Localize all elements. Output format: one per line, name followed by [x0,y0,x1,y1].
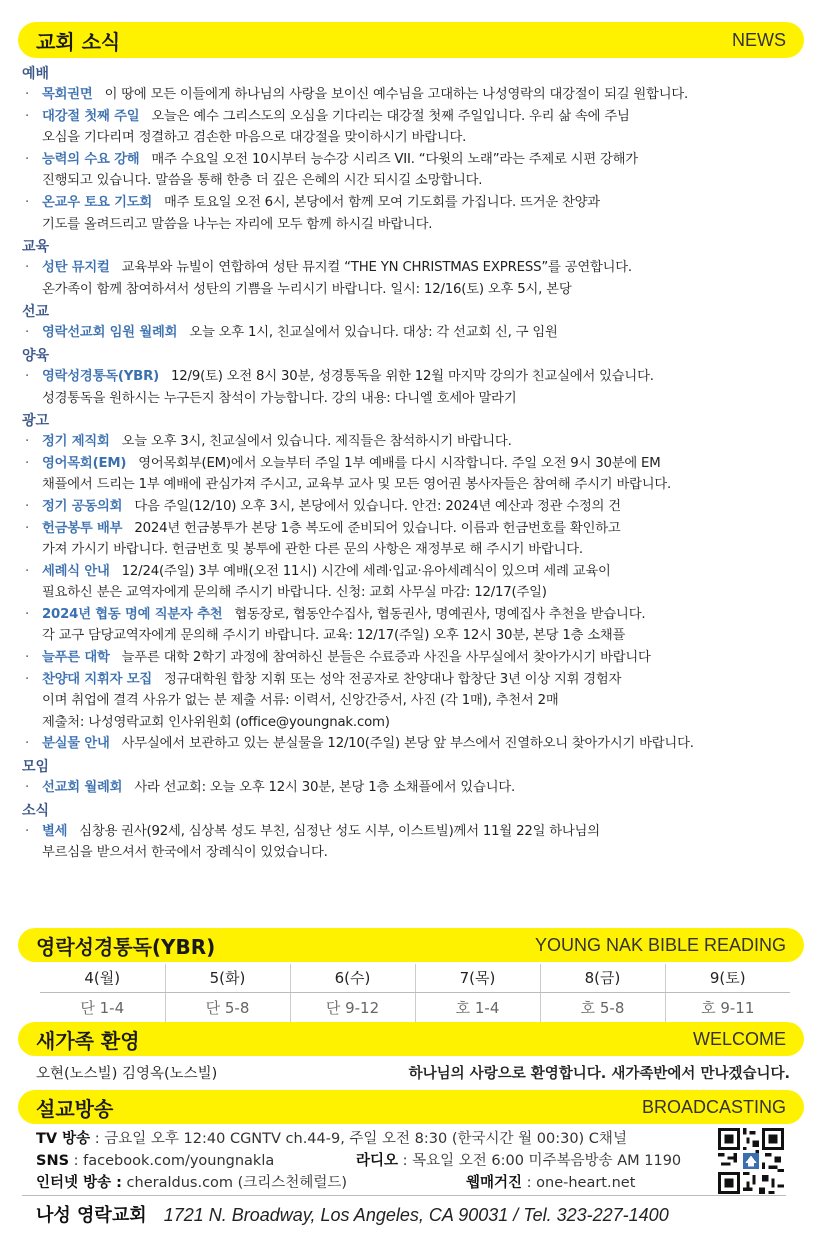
news-item-line [42,149,806,171]
sns-label: SNS [36,1153,70,1169]
news-item-line [42,388,806,410]
church-address: 1721 N. Broadway, Los Angeles, CA 90031 / Tel. 323-227-1400 [163,1205,669,1225]
welcome-row [36,1062,790,1083]
news-category-heading: 모임 [22,759,50,776]
news-item [22,149,806,192]
news-item-text: 온가족이 함께 참여하셔서 성탄의 기쁨을 누리시기 바랍니다. 일시: 12/16(토) 오후 5시, 본당 [42,281,572,297]
news-item-text: 채플에서 드리는 1부 예배에 관심가져 주시고, 교육부 교사 및 모든 영어권 봉사자들은 참여해 주시기 바랍니다. [42,477,672,493]
news-item-title: 2024년 협동 명예 직분자 추천 [42,606,223,622]
bullet-icon: · [25,520,30,536]
news-item-text: 매주 수요일 오전 10시부터 능수강 시리즈 VII. “다윗의 노래”라는 주제로 시편 강해가 [151,151,638,167]
news-item-title: 분실물 안내 [42,736,110,752]
news-item-text: 2024년 헌금봉투가 본당 1층 복도에 준비되어 있습니다. 이름과 헌금번호를 확인하고 [134,520,621,536]
news-item-text: 오심을 기다리며 정결하고 겸손한 마음으로 대강절을 맞이하시기 바랍니다. [42,130,467,146]
news-item-text: 각 교구 담당교역자에게 문의해 주시기 바랍니다. 교육: 12/17(주일) 오후 12시 30분, 본당 1층 소채플 [42,628,626,644]
news-item [22,604,806,647]
broadcast-english-label: BROADCASTING [641,1096,786,1117]
ybr-reading: 호 1-4 [415,992,540,1022]
news-item-text: 진행되고 있습니다. 말씀을 통해 한층 더 깊은 은혜의 시간 되시길 소망합니다. [42,173,483,189]
internet-web-line [36,1172,706,1194]
news-item-line [42,604,806,626]
welcome-names: 오현(노스빌) 김영옥(노스빌) [36,1066,218,1082]
news-english-label: NEWS [732,29,786,50]
news-item-line [42,561,806,583]
news-item-line [42,733,806,755]
web-group [466,1172,635,1194]
news-item-line [42,518,806,540]
tv-label: TV 방송 [36,1131,91,1147]
news-item [22,518,806,561]
ybr-english-label: YOUNG NAK BIBLE READING [534,934,786,955]
news-item [22,733,806,755]
news-item-text: 교육부와 뉴빌이 연합하여 성탄 뮤지컬 “THE YN CHRISTMAS EXPRESS”를 공연합니다. [121,260,632,276]
sns-radio-line [36,1150,706,1172]
news-item-text: 이며 취업에 결격 사유가 없는 분 제출 서류: 이력서, 신앙간증서, 사진 (각 1매), 추천서 2매 [42,693,559,709]
news-item-line [42,712,806,734]
news-item [22,561,806,604]
news-item-title: 정기 제직회 [42,434,110,450]
news-category-heading: 양육 [22,347,50,364]
news-item-line [42,322,806,344]
bullet-icon: · [25,194,30,210]
ybr-reading: 단 9-12 [290,992,415,1022]
ybr-day: 8(금) [540,964,665,992]
news-item [22,669,806,734]
news-item-line [42,192,806,214]
ybr-reading: 단 1-4 [40,992,165,1022]
news-item [22,496,806,518]
welcome-banner [18,1022,804,1056]
news-title: 교회 소식 [36,29,121,54]
news-item-text: 기도를 올려드리고 말씀을 나누는 자리에 모두 함께 하시길 바랍니다. [42,216,433,232]
ybr-day: 5(화) [165,964,290,992]
news-category-heading: 광고 [22,413,50,430]
news-item-line [42,539,806,561]
news-category-heading: 예배 [22,66,50,82]
bullet-icon: · [25,563,30,579]
news-item-text: 사라 선교회: 오늘 오후 12시 30분, 본당 1층 소채플에서 있습니다. [134,780,516,796]
broadcast-info [36,1128,706,1194]
news-item-line [42,257,806,279]
internet-value[interactable]: cheraldus.com [126,1175,234,1191]
news-item-title: 찬양대 지휘자 모집 [42,671,153,687]
news-item-text: 오늘 오후 3시, 친교실에서 있습니다. 제직들은 참석하시기 바랍니다. [121,434,512,450]
broadcast-banner [18,1090,804,1124]
news-item-title: 온교우 토요 기도회 [42,194,153,210]
news-item-text: 필요하신 분은 교역자에게 문의해 주시기 바랍니다. 신청: 교회 사무실 마감: 12/17(주일) [42,585,547,601]
radio-value: : 목요일 오전 6:00 미주복음방송 AM 1190 [402,1153,682,1169]
welcome-title: 새가족 환영 [36,1028,140,1053]
bullet-icon: · [25,87,30,102]
footer [36,1201,669,1227]
bullet-icon: · [25,736,30,752]
news-item-title: 목회권면 [42,87,93,102]
news-item-line [42,647,806,669]
news-item-text: 심창용 권사(92세, 심상복 성도 부친, 심정난 성도 시부, 이스트빌)께서 11월 22일 하나님의 [79,823,600,839]
ybr-day: 9(토) [665,964,790,992]
news-item-text: 늘푸른 대학 2학기 과정에 참여하신 분들은 수료증과 사진을 사무실에서 찾아가시기 바랍니다 [121,650,651,666]
news-item-line [42,474,806,496]
ybr-reading: 호 9-11 [701,998,755,1017]
news-item-line [42,279,806,301]
news-item-text: 영어목회부(EM)에서 오늘부터 주일 1부 예배를 다시 시작합니다. 주일 오전 9시 30분에 EM [138,455,661,471]
news-item-line [42,453,806,475]
radio-group [356,1150,681,1172]
news-item [22,453,806,496]
news-item-line [42,842,806,864]
ybr-schedule-table [40,964,790,1022]
news-item-line [42,582,806,604]
ybr-readings-row [40,992,790,1022]
news-item [22,431,806,453]
footer-divider [22,1195,786,1196]
news-item [22,106,806,149]
news-item [22,84,806,106]
news-category-heading: 선교 [22,304,50,321]
news-item-line [42,431,806,453]
ybr-title: 영락성경통독(YBR) [36,934,216,959]
news-item-line [42,496,806,518]
ybr-day: 7(목) [415,964,540,992]
web-label: 웹매거진 [466,1175,523,1191]
news-item-text: 오늘은 예수 그리스도의 오심을 기다리는 대강절 첫째 주일입니다. 우리 삶 속에 주님 [151,108,630,124]
bullet-icon: · [25,434,30,450]
ybr-reading: 단 5-8 [165,992,290,1022]
bullet-icon: · [25,260,30,276]
welcome-message: 하나님의 사랑으로 환영합니다. 새가족반에서 만나겠습니다. [408,1066,790,1082]
news-item-text: 협동장로, 협동안수집사, 협동권사, 명예권사, 명예집사 추천을 받습니다. [234,606,646,622]
bullet-icon: · [25,368,30,384]
news-item-text: 성경통독을 원하시는 누구든지 참석이 가능합니다. 강의 내용: 다니엘 호세아 말라기 [42,390,517,406]
web-value[interactable]: : one-heart.net [526,1175,636,1191]
news-item [22,322,806,344]
bullet-icon: · [25,498,30,514]
news-item-title: 늘푸른 대학 [42,650,110,666]
news-item-title: 대강절 첫째 주일 [42,108,140,124]
tv-value: : 금요일 오후 12:40 CGNTV ch.44-9, 주일 오전 8:30 (한국시간 월 00:30) C채널 [94,1131,627,1147]
news-item-text: 12/24(주일) 3부 예배(오전 11시) 시간에 세례·입교·유아세례식이 있으며 세례 교육이 [121,563,611,579]
bullet-icon: · [25,780,30,796]
news-item [22,777,806,799]
news-item-title: 영어목회(EM) [42,455,127,471]
news-list [22,62,806,864]
news-item-title: 헌금봉투 배부 [42,520,123,536]
news-item [22,821,806,864]
bullet-icon: · [25,650,30,666]
news-item [22,257,806,300]
news-item-line [42,669,806,691]
news-item-line [42,366,806,388]
sns-value[interactable]: : facebook.com/youngnakla [73,1153,275,1169]
ybr-banner [18,928,804,962]
news-item-line [42,690,806,712]
news-item-title: 정기 공동의회 [42,498,123,514]
bullet-icon: · [25,108,30,124]
news-item-text: 가져 가시기 바랍니다. 헌금번호 및 봉투에 관한 다른 문의 사항은 재정부로 해 주시기 바랍니다. [42,542,583,558]
radio-label: 라디오 [356,1153,399,1169]
church-name: 나성 영락교회 [36,1205,147,1226]
ybr-days-row [40,964,790,992]
ybr-day: 4(월) [40,964,165,992]
welcome-english-label: WELCOME [692,1028,786,1049]
news-item-line [42,625,806,647]
internet-note: (크리스천헤럴드) [237,1175,348,1191]
news-item-line [42,821,806,843]
news-item-text: 제출처: 나성영락교회 인사위원회 (office@youngnak.com) [42,714,390,730]
news-item-line [42,777,806,799]
news-item-text: 정규대학원 합창 지휘 또는 성악 전공자로 찬양대나 합창단 3년 이상 지휘 경험자 [164,671,622,687]
tv-line [36,1128,706,1150]
news-item [22,647,806,669]
news-category-heading: 소식 [22,802,50,819]
news-item-title: 성탄 뮤지컬 [42,260,110,276]
news-category-heading: 교육 [22,239,50,256]
news-item-title: 능력의 수요 강해 [42,151,140,167]
bullet-icon: · [25,151,30,167]
internet-label: 인터넷 방송 : [36,1175,122,1191]
news-item-line [42,214,806,236]
news-item-text: 매주 토요일 오전 6시, 본당에서 함께 모여 기도회를 가집니다. 뜨거운 찬양과 [164,194,600,210]
news-item-line [42,106,806,128]
news-item-text: 다음 주일(12/10) 오후 3시, 본당에서 있습니다. 안건: 2024년 예산과 정관 수정의 건 [134,498,621,514]
news-item-line [42,84,806,106]
news-item-title: 별세 [42,823,68,839]
bullet-icon: · [25,606,30,622]
bullet-icon: · [25,823,30,839]
news-item-text: 오늘 오후 1시, 친교실에서 있습니다. 대상: 각 선교회 신, 구 임원 [189,325,558,341]
news-item-text: 부르심을 받으셔서 한국에서 장례식이 있었습니다. [42,845,328,861]
news-item-title: 영락선교회 임원 월례회 [42,325,178,341]
news-item-line [42,170,806,192]
news-item-text: 사무실에서 보관하고 있는 분실물을 12/10(주일) 본당 앞 부스에서 진열하오니 찾아가시기 바랍니다. [121,736,694,752]
news-item-title: 영락성경통독(YBR) [42,368,160,384]
news-item-text: 12/9(토) 오전 8시 30분, 성경통독을 위한 12월 마지막 강의가 친교실에서 있습니다. [171,368,654,384]
news-item-title: 선교회 월례회 [42,780,123,796]
ybr-reading: 호 5-8 [540,992,665,1022]
news-item-title: 세례식 안내 [42,563,110,579]
bullet-icon: · [25,671,30,687]
ybr-day: 6(수) [290,964,415,992]
news-item-line [42,127,806,149]
news-item [22,192,806,235]
qr-code-icon[interactable] [718,1128,784,1194]
news-item-text: 이 땅에 모든 이들에게 하나님의 사랑을 보이신 예수님을 고대하는 나성영락의 대강절이 되길 원합니다. [104,87,689,102]
broadcast-title: 설교방송 [36,1096,114,1121]
news-banner [18,22,804,58]
bullet-icon: · [25,325,30,341]
news-item [22,366,806,409]
bullet-icon: · [25,455,30,471]
